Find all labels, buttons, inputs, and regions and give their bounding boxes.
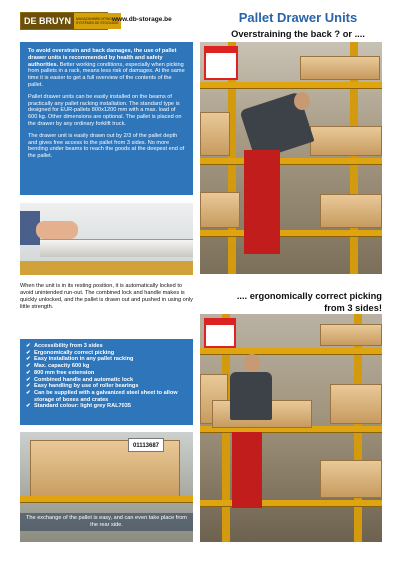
- intro-text-box: [20, 42, 193, 195]
- feature-item: ✔ Accessibility from 3 sides: [26, 343, 103, 349]
- photo-worker-bending: [200, 42, 382, 274]
- checkmark-icon: ✔: [26, 389, 31, 396]
- feature-item: ✔ Can be supplied with a galvanized steel sheet to allow storage of boxes and crates: [26, 389, 178, 403]
- photo-hand-on-drawer: [20, 203, 193, 275]
- subtitle-overstraining: Overstraining the back ? or ....: [231, 29, 365, 39]
- feature-list: [20, 339, 193, 425]
- feature-item: ✔ 800 mm free extension: [26, 369, 95, 376]
- feature-item: ✔ Max. capacity 600 kg: [26, 363, 90, 370]
- checkmark-icon: ✔: [26, 343, 31, 349]
- lock-description: When the unit is in its resting position, it is automatically locked to avoid unintended run-out. The combined lock and handle makes is quickly unlocked, and the pallet is drawn out and pushed in using only little strength.: [20, 283, 193, 310]
- website-link[interactable]: www.db-storage.be: [112, 16, 172, 23]
- company-logo: [20, 12, 119, 30]
- intro-paragraph-1: [28, 48, 185, 89]
- photo-worker-upright: [200, 314, 382, 542]
- checkmark-icon: ✔: [26, 383, 31, 390]
- warning-sign-icon: [204, 318, 236, 348]
- logo-sub-line-1: MAGAZIJNINRICHTING: [76, 17, 112, 21]
- feature-item: ✔ Standard colour: light grey RAL7035: [26, 403, 131, 410]
- feature-item: ✔ Combined handle and automatic lock: [26, 376, 134, 383]
- photo-pallet-exchange: [20, 432, 193, 542]
- pallet-tag: 01113687: [128, 438, 164, 452]
- feature-item: ✔ Easy installation in any pallet racking: [26, 356, 134, 363]
- checkmark-icon: ✔: [26, 356, 31, 363]
- logo-sub-line-2: SYSTÈMES DE STOCKAGE: [76, 21, 119, 25]
- intro-lead: To avoid overstrain and back damages, the use of pallet drawer units is recommended by health and safety authorities.: [28, 48, 177, 68]
- logo-mark: DE BRUYN: [21, 13, 74, 29]
- checkmark-icon: ✔: [26, 349, 31, 356]
- subtitle-ergonomic-line-1: .... ergonomically correct picking: [236, 291, 382, 301]
- feature-item: ✔ Easy handling by use of roller bearings: [26, 383, 139, 390]
- intro-lead-rest: Better working conditions, especially when picking from pallets in a rack, means less risk of damages. At the same time it is easier to get a full overview of the contents of the pallet.: [28, 61, 185, 88]
- warning-sign-icon: [204, 46, 238, 80]
- checkmark-icon: ✔: [26, 376, 31, 383]
- photo-caption: The exchange of the pallet is easy, and can even take place from the rear side.: [20, 513, 193, 531]
- intro-paragraph-3: The drawer unit is easily drawn out by 2/3 of the pallet depth and gives free access to the pallet from 3 sides. No more bending under beams to reach the goods at the deepest end of the pallet.: [28, 132, 185, 160]
- feature-item: ✔ Ergonomically correct picking: [26, 349, 115, 356]
- intro-paragraph-2: Pallet drawer units can be easily installed on the beams of practically any pallet racking installation. The standard type is designed for EUR-pallets 800x1200 mm with a max. load of 600 kg. Other dimensions are optional. The pallet is placed on the drawer by any ordinary forklift truck.: [28, 93, 182, 127]
- page-title: Pallet Drawer Units: [238, 10, 358, 25]
- subtitle-ergonomic-line-2: from 3 sides!: [324, 303, 382, 313]
- checkmark-icon: ✔: [26, 403, 31, 410]
- checkmark-icon: ✔: [26, 363, 31, 370]
- subtitle-ergonomic: [200, 290, 382, 314]
- checkmark-icon: ✔: [26, 369, 31, 376]
